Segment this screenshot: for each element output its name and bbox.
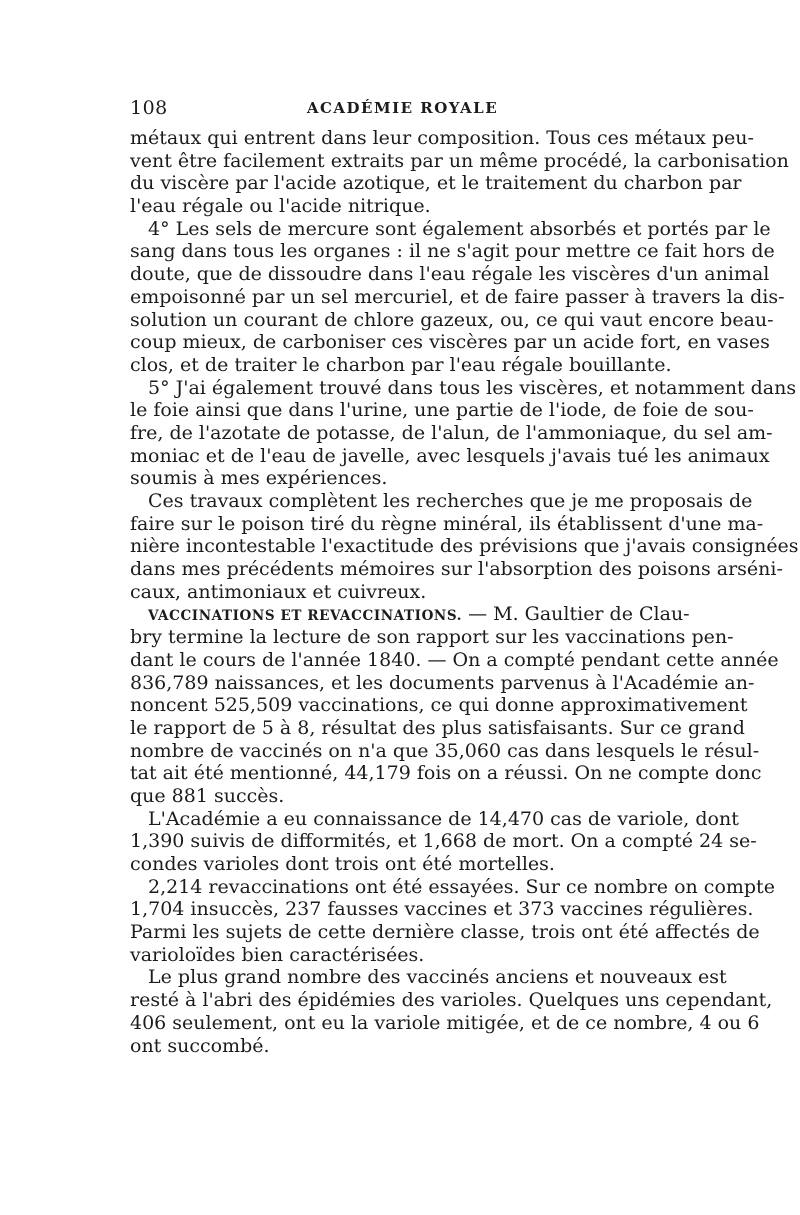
text-line: tat ait été mentionné, 44,179 fois on a réussi. On ne compte donc [130,762,762,785]
text-line: 4° Les sels de mercure sont également absorbés et portés par le [148,217,771,240]
text-line: resté à l'abri des épidémies des varioles. Quelques uns cependant, [130,989,773,1012]
text-line: nière incontestable l'exactitude des prévisions que j'avais consignées [130,535,799,558]
text-line: dant le cours de l'année 1840. — On a compté pendant cette année [130,648,779,671]
text-line: faire sur le poison tiré du règne minéral, ils établissent d'une ma- [130,512,764,535]
text-line: ont succombé. [130,1034,270,1057]
text-line: varioloïdes bien caractérisées. [130,943,425,966]
text-line: L'Académie a eu connaissance de 14,470 cas de variole, dont [148,807,739,830]
text-line: 836,789 naissances, et les documents parvenus à l'Académie an- [130,671,755,694]
text-line: 406 seulement, ont eu la variole mitigée, et de ce nombre, 4 ou 6 [130,1011,760,1034]
text-line: que 881 succès. [130,784,285,807]
text-line: coup mieux, de carboniser ces viscères par un acide fort, en vases [130,331,770,354]
text-line: moniac et de l'eau de javelle, avec lesquels j'avais tué les animaux [130,444,770,467]
text-line: clos, et de traiter le charbon par l'eau régale bouillante. [130,353,672,376]
text-line: fre, de l'azotate de potasse, de l'alun, de l'ammoniaque, du sel am- [130,421,773,444]
text-line: soumis à mes expériences. [130,467,388,490]
running-head [130,97,675,121]
text-line [130,603,690,626]
text-line: bry termine la lecture de son rapport sur les vaccinations pen- [130,626,734,649]
text-line: vent être facilement extraits par un même procédé, la carbonisation [130,149,789,172]
text-line: Le plus grand nombre des vaccinés anciens et nouveaux est [148,966,727,989]
text-line: Parmi les sujets de cette dernière classe, trois ont été affectés de [130,921,760,944]
text-line: condes varioles dont trois ont été mortelles. [130,853,555,875]
text-line: 1,704 insuccès, 237 fausses vaccines et 373 vaccines régulières. [130,898,754,921]
text-line: 2,214 revaccinations ont été essayées. Sur ce nombre on compte [148,875,775,898]
text-line: l'eau régale ou l'acide nitrique. [130,195,431,218]
text-line: 5° J'ai également trouvé dans tous les viscères, et notamment dans [148,376,797,399]
text-line: empoisonné par un sel mercuriel, et de faire passer à travers la dis- [130,285,785,308]
text-line-content: — M. Gaultier de Clau- [462,603,690,626]
text-line: 1,390 suivis de difformités, et 1,668 de mort. On a compté 24 se- [130,830,757,853]
text-line: doute, que de dissoudre dans l'eau régale les viscères d'un animal [130,263,770,286]
text-line: métaux qui entrent dans leur composition. Tous ces métaux peu- [130,127,754,149]
running-title: ACADÉMIE ROYALE [306,99,499,117]
text-line: le foie ainsi que dans l'urine, une partie de l'iode, de foie de sou- [130,399,754,422]
text-line: noncent 525,509 vaccinations, ce qui donne approximativement [130,694,748,717]
body-text [130,127,799,1057]
text-line: sang dans tous les organes : il ne s'agit pour mettre ce fait hors de [130,240,775,263]
section-heading: VACCINATIONS ET REVACCINATIONS. [148,608,463,625]
text-line: solution un courant de chlore gazeux, ou, ce qui vaut encore beau- [130,308,774,331]
page-number: 108 [130,97,168,119]
text-line: dans mes précédents mémoires sur l'absorption des poisons arséni- [130,558,783,581]
text-line: le rapport de 5 à 8, résultat des plus satisfaisants. Sur ce grand [130,716,745,739]
text-line: caux, antimoniaux et cuivreux. [130,580,427,603]
text-line: Ces travaux complètent les recherches que je me proposais de [148,490,753,512]
text-line: nombre de vaccinés on n'a que 35,060 cas dans lesquels le résul- [130,739,760,762]
text-line: du viscère par l'acide azotique, et le traitement du charbon par [130,172,742,195]
